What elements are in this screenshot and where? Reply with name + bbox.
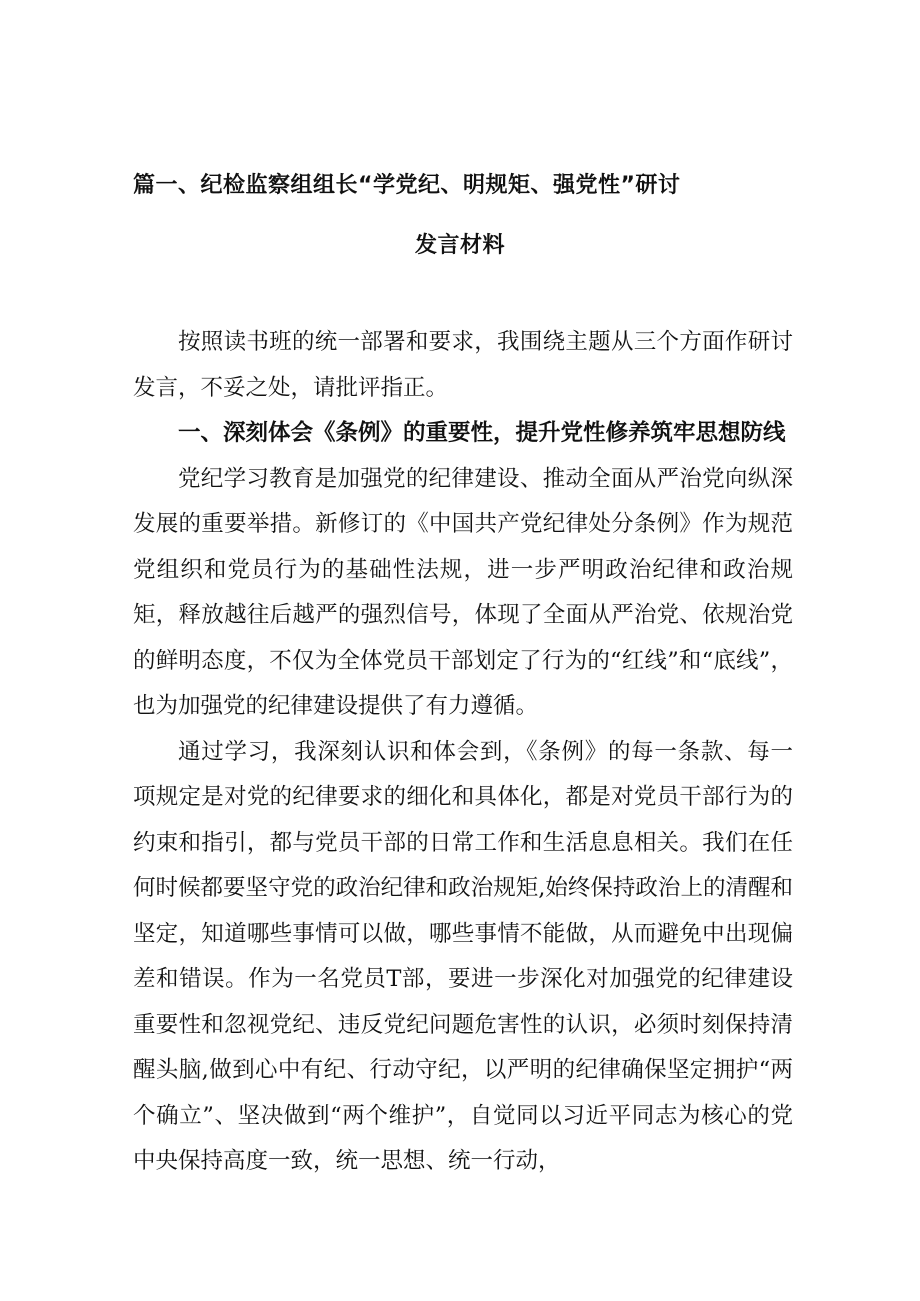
document-title-line-2: 发言材料 bbox=[414, 233, 505, 258]
document-title-line-1: 篇一、纪检监察组组长“学党纪、明规矩、强党性”研讨 bbox=[133, 173, 681, 198]
paragraph: 通过学习，我深刻认识和体会到，《条例》的每一条款、每一项规定是对党的纪律要求的细化和具体化，都是对党员干部行为的约束和指引，都与党员干部的日常工作和生活息息相关。我们在任何时候都要坚守党的政治纪律和政治规矩,始终保持政治上的清醒和坚定，知道哪些事情可以做，哪些事情不能做，从而避免中出现偏差和错误。作为一名党员T部，要进一步深化对加强党的纪律建设重要性和忽视党纪、违反党纪问题危害性的认识，必须时刻保持清醒头脑,做到心中有纪、行动守纪，以严明的纪律确保坚定拥护“两个确立”、坚决做到“两个维护”，自觉同以习近平同志为核心的党中央保持高度一致，统一思想、统一行动， bbox=[133, 738, 793, 1174]
paragraph: 党纪学习教育是加强党的纪律建设、推动全面从严治党向纵深发展的重要举措。新修订的《中国共产党纪律处分条例》作为规范党组织和党员行为的基础性法规，进一步严明政治纪律和政治规矩，释放越往后越严的强烈信号，体现了全面从严治党、依规治党的鲜明态度，不仅为全体党员干部划定了行为的“红线”和“底线”，也为加强党的纪律建设提供了有力遵循。 bbox=[133, 465, 793, 719]
paragraph-intro: 按照读书班的统一部署和要求，我围绕主题从三个方面作研讨发言，不妥之处，请批评指正。 bbox=[133, 329, 793, 401]
section-heading-1: 一、深刻体会《条例》的重要性，提升党性修养筑牢思想防线 bbox=[178, 420, 786, 446]
document-body bbox=[133, 320, 793, 1185]
